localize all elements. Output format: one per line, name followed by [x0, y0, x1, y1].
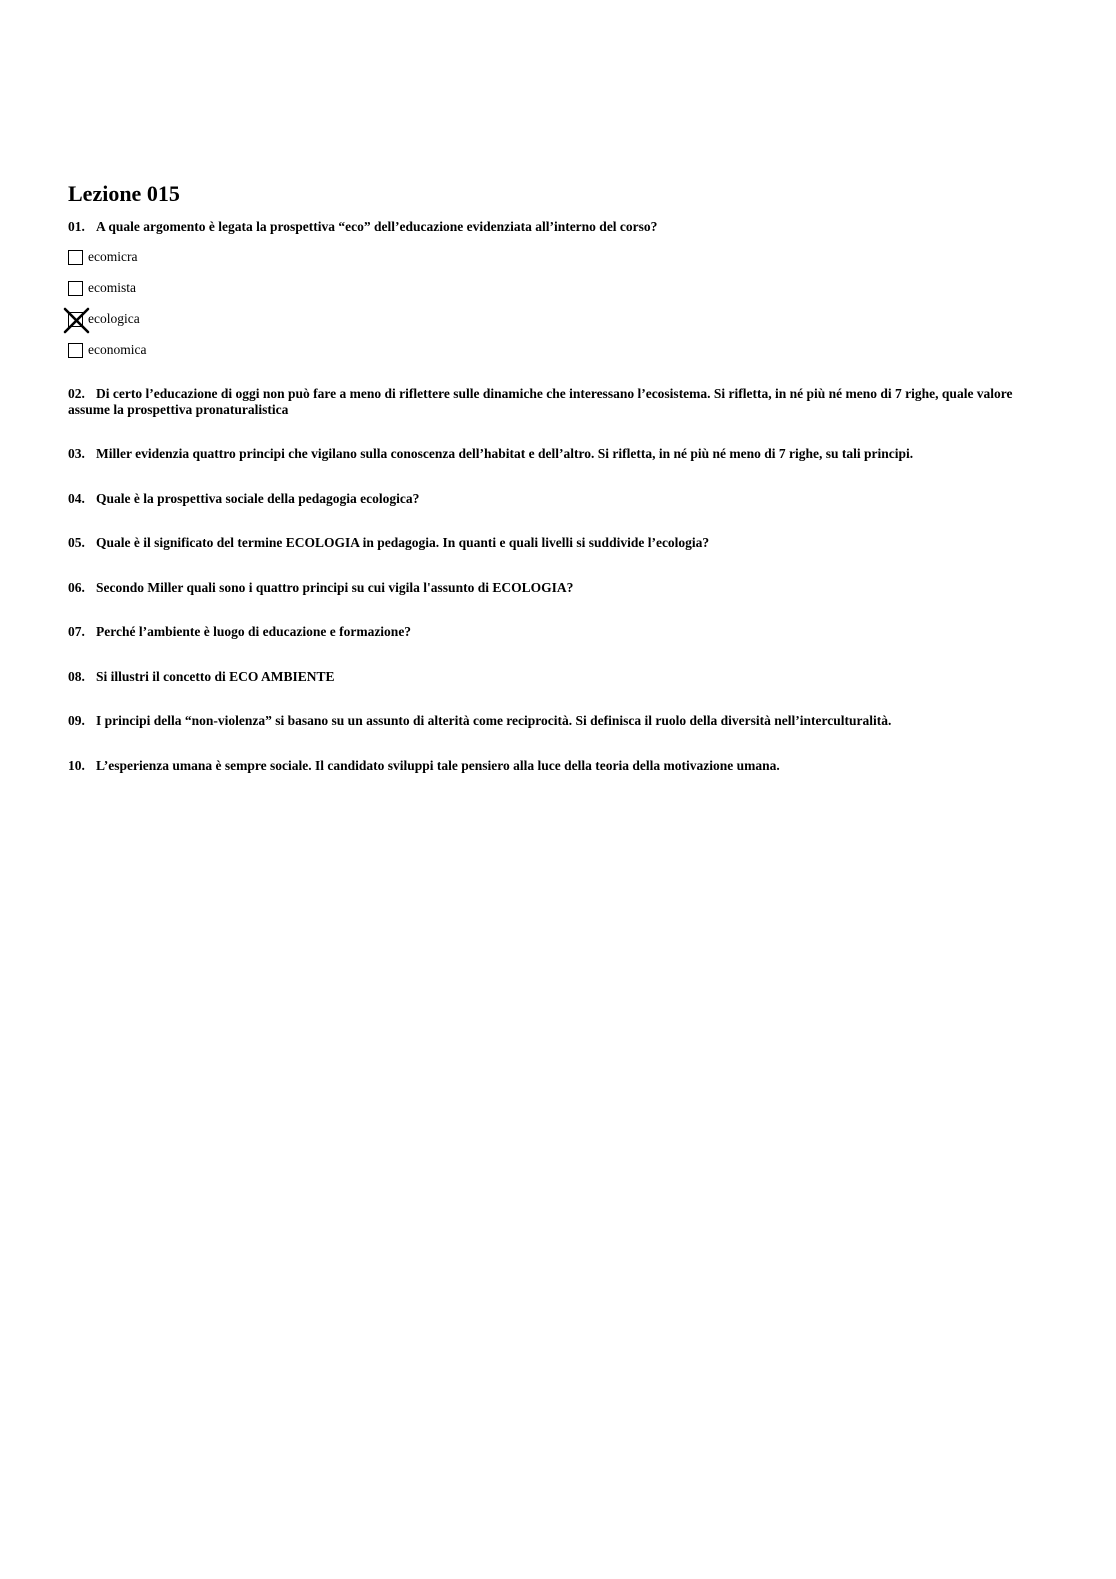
question-text: Perché l’ambiente è luogo di educazione e formazione? — [96, 624, 412, 639]
question-number: 08. — [68, 669, 85, 684]
question-05 — [68, 535, 1028, 551]
question-number: 06. — [68, 580, 85, 595]
question-08 — [68, 669, 1028, 685]
question-06 — [68, 580, 1028, 596]
option-label: economica — [88, 342, 147, 357]
checkbox-unchecked[interactable] — [68, 343, 83, 358]
question-02 — [68, 386, 1028, 418]
option-label: ecomicra — [88, 249, 138, 264]
cross-mark-icon — [63, 307, 90, 334]
checkbox-checked[interactable] — [68, 312, 83, 327]
answer-option-ecomista[interactable] — [68, 278, 136, 298]
lesson-title: Lezione 015 — [68, 181, 180, 206]
question-text: I principi della “non-violenza” si basano su un assunto di alterità come reciprocità. Si definisca il ruolo della diversità nell’interculturalità. — [96, 713, 892, 728]
question-number: 05. — [68, 535, 85, 550]
question-number: 10. — [68, 758, 85, 773]
question-10 — [68, 758, 1028, 774]
question-03 — [68, 446, 1028, 462]
question-07 — [68, 624, 1028, 640]
answer-option-ecomicra[interactable] — [68, 247, 137, 267]
question-number: 03. — [68, 446, 85, 461]
question-text: Quale è la prospettiva sociale della pedagogia ecologica? — [96, 491, 420, 506]
question-text: Di certo l’educazione di oggi non può fare a meno di riflettere sulle dinamiche che interessano l’ecosistema. Si rifletta, in né più né meno di 7 righe, quale valore assume la prospettiva pronaturalistica — [68, 386, 1013, 417]
question-09 — [68, 713, 1028, 729]
question-number: 04. — [68, 491, 85, 506]
checkbox-unchecked[interactable] — [68, 281, 83, 296]
question-text: Secondo Miller quali sono i quattro principi su cui vigila l'assunto di ECOLOGIA? — [96, 580, 574, 595]
question-text: Quale è il significato del termine ECOLOGIA in pedagogia. In quanti e quali livelli si suddivide l’ecologia? — [96, 535, 710, 550]
question-number: 01. — [68, 219, 85, 234]
question-number: 09. — [68, 713, 85, 728]
question-number: 07. — [68, 624, 85, 639]
question-04 — [68, 491, 1028, 507]
question-01 — [68, 219, 1028, 235]
question-text: L’esperienza umana è sempre sociale. Il candidato sviluppi tale pensiero alla luce della teoria della motivazione umana. — [96, 758, 780, 773]
checkbox-unchecked[interactable] — [68, 250, 83, 265]
question-number: 02. — [68, 386, 85, 401]
question-text: Si illustri il concetto di ECO AMBIENTE — [96, 669, 335, 684]
option-label: ecologica — [88, 311, 140, 326]
question-text: Miller evidenzia quattro principi che vigilano sulla conoscenza dell’habitat e dell’altro. Si rifletta, in né più né meno di 7 righe, su tali principi. — [96, 446, 914, 461]
answer-option-ecologica[interactable] — [68, 309, 140, 329]
question-text: A quale argomento è legata la prospettiva “eco” dell’educazione evidenziata all’interno del corso? — [96, 219, 658, 234]
answer-option-economica[interactable] — [68, 340, 146, 360]
option-label: ecomista — [88, 280, 136, 295]
